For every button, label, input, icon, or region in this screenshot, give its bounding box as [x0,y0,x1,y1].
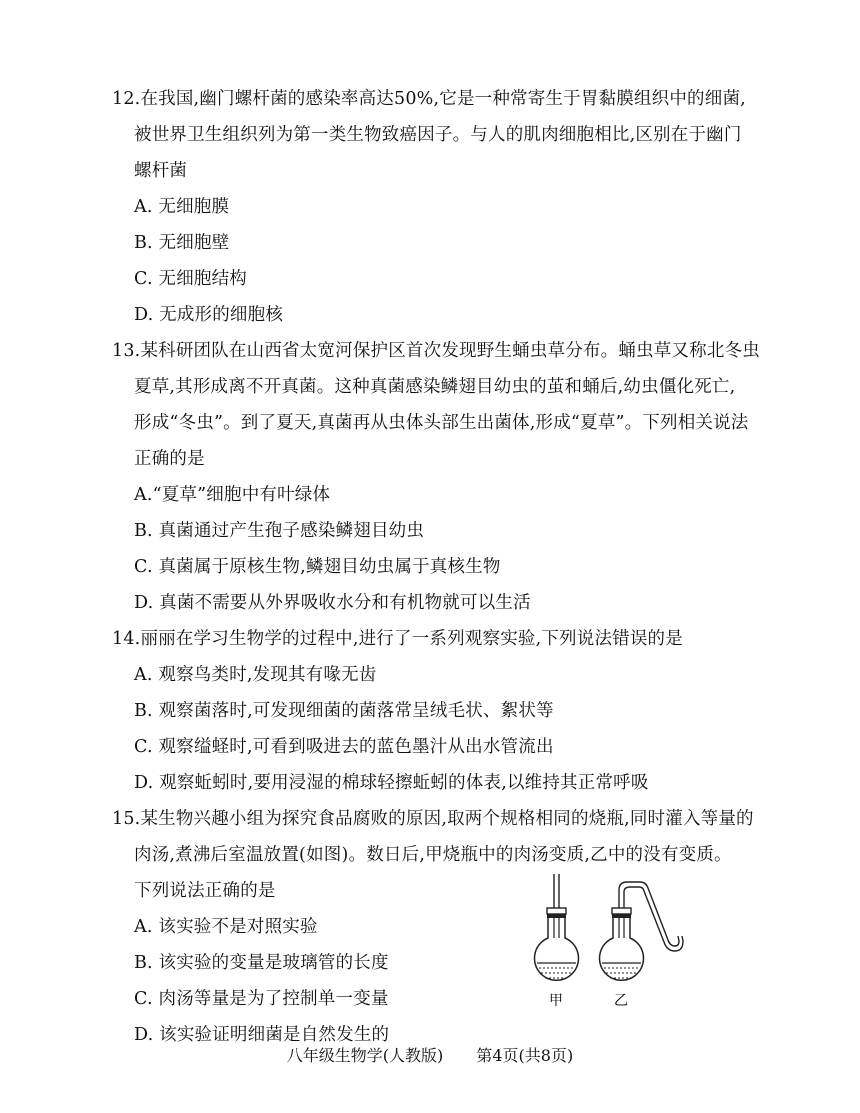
footer-subject: 八年级生物学(人教版) [286,1046,444,1065]
option-c: C. 观察缢蛏时,可看到吸进去的蓝色墨汁从出水管流出 [134,737,554,757]
question-stem: 某生物兴趣小组为探究食品腐败的原因,取两个规格相同的烧瓶,同时灌入等量的 [140,809,754,829]
question-14-line-1 [112,628,683,650]
option-a: A.“夏草”细胞中有叶绿体 [134,485,331,505]
footer-page-number: 第4页(共8页) [476,1046,574,1065]
option-a: A. 观察鸟类时,发现其有喙无齿 [134,665,377,685]
flask-right [600,882,684,980]
question-stem: 被世界卫生组织列为第一类生物致癌因子。与人的肌肉细胞相比,区别在于幽门 [134,125,742,145]
question-stem: 形成“冬虫”。到了夏天,真菌再从虫体头部生出菌体,形成“夏草”。下列相关说法 [134,413,749,433]
flask-right-label: 乙 [614,993,628,1009]
option-d: D. 无成形的细胞核 [134,305,284,325]
option-c: C. 真菌属于原核生物,鳞翅目幼虫属于真核生物 [134,557,501,577]
question-stem: 在我国,幽门螺杆菌的感染率高达50%,它是一种常寄生于胃黏膜组织中的细菌, [140,89,746,109]
question-stem: 肉汤,煮沸后室温放置(如图)。数日后,甲烧瓶中的肉汤变质,乙中的没有变质。 [134,845,732,865]
question-stem: 丽丽在学习生物学的过程中,进行了一系列观察实验,下列说法错误的是 [140,629,683,649]
option-b: B. 无细胞壁 [134,233,230,253]
question-stem: 夏草,其形成离不开真菌。这种真菌感染鳞翅目幼虫的茧和蛹后,幼虫僵化死亡, [134,377,736,397]
question-13-line-1 [112,340,760,362]
page-footer [0,1043,860,1066]
option-d: D. 真菌不需要从外界吸收水分和有机物就可以生活 [134,593,531,613]
question-stem: 某科研团队在山西省太宽河保护区首次发现野生蛹虫草分布。蛹虫草又称北冬虫 [140,341,760,361]
flask-left [535,874,579,980]
option-b: B. 观察菌落时,可发现细菌的菌落常呈绒毛状、絮状等 [134,701,554,721]
option-b: B. 真菌通过产生孢子感染鳞翅目幼虫 [134,521,425,541]
question-stem: 正确的是 [134,449,205,469]
question-15-line-1 [112,808,754,830]
option-c: C. 无细胞结构 [134,269,247,289]
option-d: D. 观察蚯蚓时,要用浸湿的棉球轻擦蚯蚓的体表,以维持其正常呼吸 [134,773,649,793]
option-d: D. 该实验证明细菌是自然发生的 [134,1025,390,1045]
option-a: A. 无细胞膜 [134,197,230,217]
question-number: 12. [112,89,141,109]
question-stem: 螺杆菌 [134,161,188,181]
question-stem: 下列说法正确的是 [134,881,276,901]
option-c: C. 肉汤等量是为了控制单一变量 [134,989,389,1009]
question-number: 13. [112,341,141,361]
question-number: 15. [112,809,141,829]
flask-experiment-figure [520,868,690,1018]
question-12-line-1 [112,88,746,110]
option-a: A. 该实验不是对照实验 [134,917,318,937]
option-b: B. 该实验的变量是玻璃管的长度 [134,953,389,973]
question-number: 14. [112,629,141,649]
flask-left-label: 甲 [549,993,563,1009]
